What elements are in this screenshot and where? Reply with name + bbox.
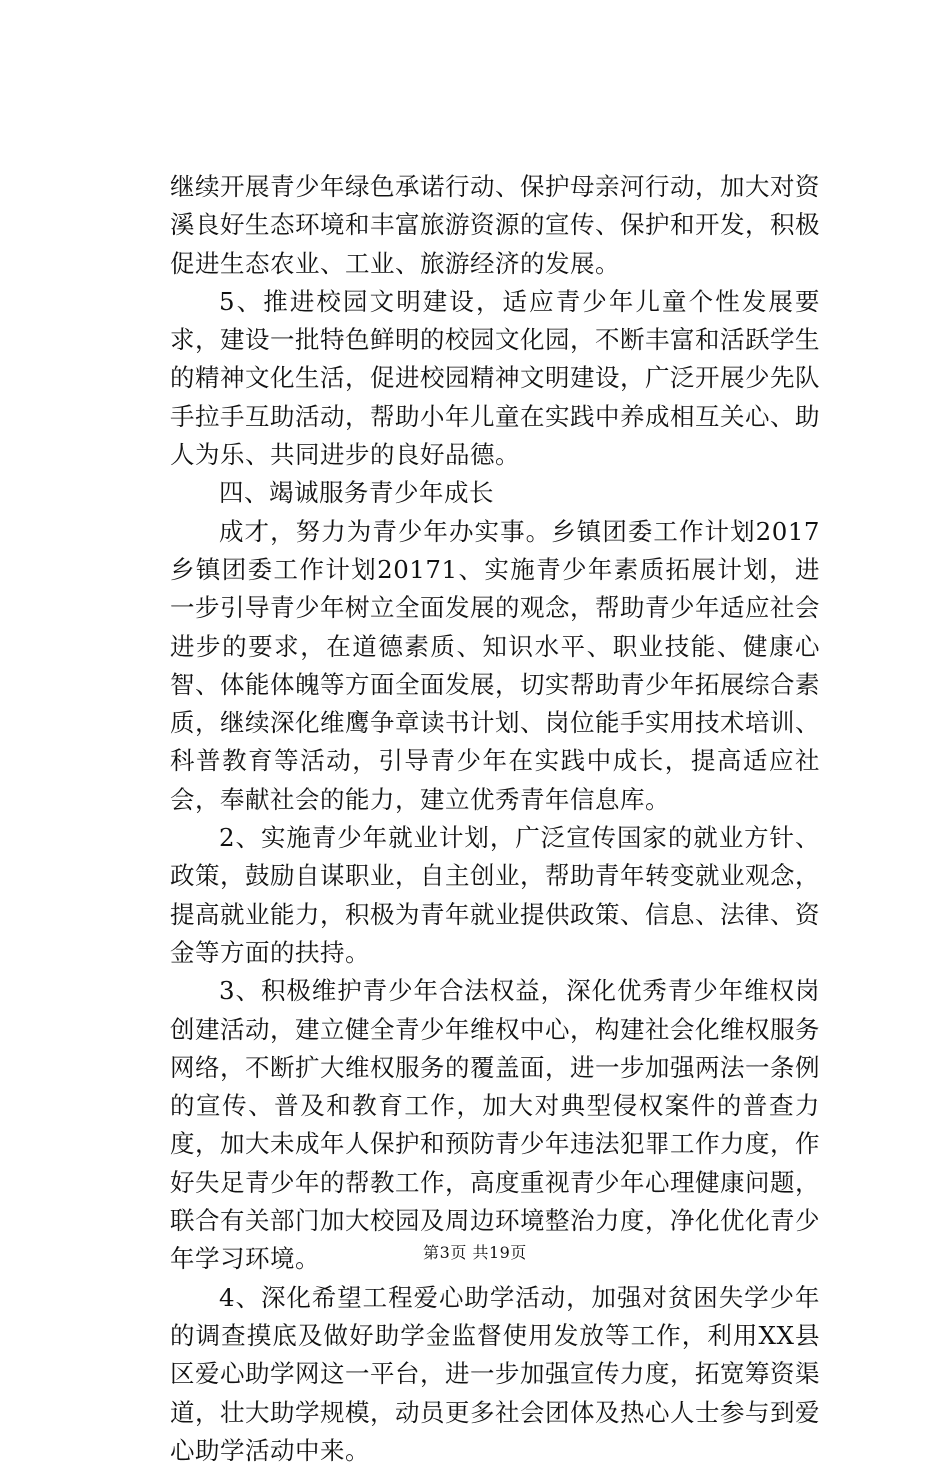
paragraph-5: 3、积极维护青少年合法权益，深化优秀青少年维权岗创建活动，建立健全青少年维权中心，构建社会化维权服务网络，不断扩大维权服务的覆盖面，进一步加强两法一条例的宣传、普及和教育工作，加大对典型侵权案件的普查力度，加大未成年人保护和预防青少年违法犯罪工作力度，作好失足青少年的帮教工作，高度重视青少年心理健康问题，联合有关部门加大校园及周边环境整治力度，净化优化青少年学习环境。 [170, 976, 820, 1274]
document-body [170, 168, 820, 1470]
paragraph-4: 2、实施青少年就业计划，广泛宣传国家的就业方针、政策，鼓励自谋职业，自主创业，帮助青年转变就业观念，提高就业能力，积极为青年就业提供政策、信息、法律、资金等方面的扶持。 [170, 823, 820, 967]
paragraph-1: 继续开展青少年绿色承诺行动、保护母亲河行动，加大对资溪良好生态环境和丰富旅游资源的宣传、保护和开发，积极促进生态农业、工业、旅游经济的发展。 [170, 172, 820, 278]
paragraph-3: 成才，努力为青少年办实事。乡镇团委工作计划2017乡镇团委工作计划20171、实施青少年素质拓展计划，进一步引导青少年树立全面发展的观念，帮助青少年适应社会进步的要求，在道德素质、知识水平、职业技能、健康心智、体能体魄等方面全面发展，切实帮助青少年拓展综合素质，继续深化维鹰争章读书计划、岗位能手实用技术培训、科普教育等活动，引导青少年在实践中成长，提高适应社会，奉献社会的能力，建立优秀青年信息库。 [170, 516, 820, 814]
page-number-label: 第3页 共19页 [423, 1243, 527, 1262]
paragraph-6: 4、深化希望工程爱心助学活动，加强对贫困失学少年的调查摸底及做好助学金监督使用发放等工作，利用XX县区爱心助学网这一平台，进一步加强宣传力度，拓宽筹资渠道，壮大助学规模，动员更多社会团体及热心人士参与到爱心助学活动中来。 [170, 1282, 820, 1465]
section-heading: 四、竭诚服务青少年成长 [219, 478, 494, 508]
paragraph-2: 5、推进校园文明建设，适应青少年儿童个性发展要求，建设一批特色鲜明的校园文化园，不断丰富和活跃学生的精神文化生活，促进校园精神文明建设，广泛开展少先队手拉手互助活动，帮助小年儿童在实践中养成相互关心、助人为乐、共同进步的良好品德。 [170, 286, 820, 470]
page-footer [0, 1242, 950, 1264]
